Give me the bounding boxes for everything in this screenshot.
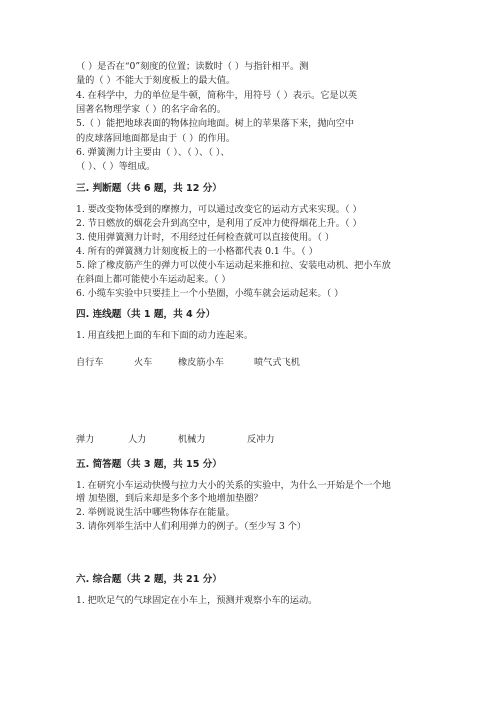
section-heading: 四. 连线题（共 1 题，共 4 分） bbox=[76, 309, 216, 320]
car-option: 火车 bbox=[134, 357, 153, 368]
car-option: 喷气式飞机 bbox=[254, 357, 300, 368]
section-heading: 三. 判断题（共 6 题，共 12 分） bbox=[76, 183, 222, 194]
question-line: 2. 节日燃放的烟花会升到高空中，是利用了反冲力使得烟花上升。（ ） bbox=[76, 218, 362, 229]
power-option: 人力 bbox=[128, 434, 147, 445]
fill-line: 6. 弹簧测力计主要由（ ）、（ ）、（ ）、 bbox=[76, 147, 230, 158]
fill-line: 5.（ ）能把地球表面的物体拉向地面。树上的苹果落下来，抛向空中 bbox=[76, 118, 355, 129]
fill-line: （ ）是否在“0”刻度的位置；读数时（ ）与指针相平。测 bbox=[76, 61, 309, 72]
power-option: 反冲力 bbox=[247, 434, 275, 445]
section-heading: 五. 简答题（共 3 题，共 15 分） bbox=[76, 459, 222, 470]
fill-line: 的皮球落回地面都是由于（ ）的作用。 bbox=[76, 133, 236, 144]
fill-line: （ ）、（ ）等组成。 bbox=[76, 161, 156, 172]
fill-line: 国著名物理学家（ ）的名字命名的。 bbox=[76, 104, 226, 115]
fill-line: 4. 在科学中，力的单位是牛顿，简称牛，用符号（ ）表示。它是以英 bbox=[76, 90, 358, 101]
question-line: 6. 小缆车实验中只要挂上一个小垫圈，小缆车就会运动起来。（ ） bbox=[76, 288, 344, 299]
question-line: 1. 要改变物体受到的摩擦力，可以通过改变它的运动方式来实现。（ ） bbox=[76, 204, 362, 215]
car-option: 自行车 bbox=[76, 357, 104, 368]
question-line: 在斜面上都可能使小车运动起来。（ ） bbox=[76, 274, 231, 285]
power-option: 机械力 bbox=[178, 434, 206, 445]
question-line: 1. 用直线把上面的车和下面的动力连起来。 bbox=[76, 330, 254, 341]
question-line: 1. 在研究小车运动快慢与拉力大小的关系的实验中，为什么一开始是个一个地 bbox=[76, 480, 391, 491]
question-line: 1. 把吹足气的气球固定在小车上，预测并观察小车的运动。 bbox=[76, 595, 318, 606]
car-option: 橡皮筋小车 bbox=[178, 357, 224, 368]
question-line: 5. 除了橡皮筋产生的弹力可以使小车运动起来推和拉、安装电动机、把小车放 bbox=[76, 260, 391, 271]
question-line: 3. 请你列举生活中人们利用弹力的例子。（至少写 3 个） bbox=[76, 521, 307, 532]
power-option: 弹力 bbox=[76, 434, 95, 445]
fill-line: 量的（ ）不能大于刻度板上的最大值。 bbox=[76, 75, 236, 86]
question-line: 3. 使用弹簧测力计时，不用经过任何检查就可以直接使用。（ ） bbox=[76, 232, 335, 243]
section-heading: 六. 综合题（共 2 题，共 21 分） bbox=[76, 574, 222, 585]
question-line: 4. 所有的弹簧测力计刻度板上的一小格都代表 0.1 牛。（ ） bbox=[76, 246, 318, 257]
question-line: 增 加垫圈，到后来却是多个多个地增加垫圈？ bbox=[76, 493, 263, 504]
question-line: 2. 举例说说生活中哪些物体存在能量。 bbox=[76, 507, 235, 518]
